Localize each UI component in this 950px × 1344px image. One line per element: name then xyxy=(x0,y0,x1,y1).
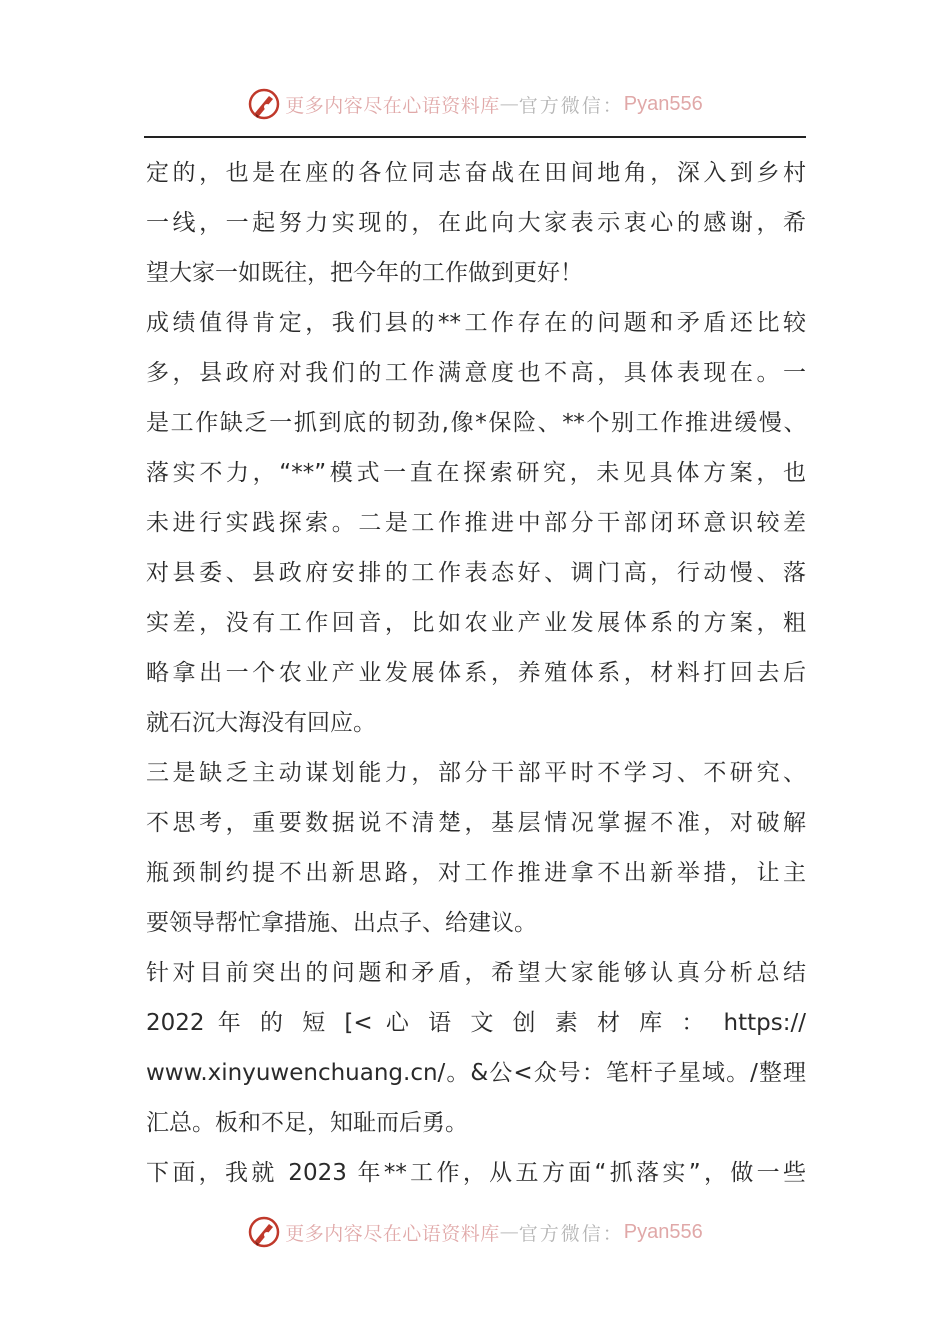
body-line: 多，县政府对我们的工作满意度也不高，具体表现在。一 xyxy=(146,360,806,386)
body-line: 未进行实践探索。二是工作推进中部分干部闭环意识较差 xyxy=(146,510,806,536)
body-line: 汇总。板和不足，知耻而后勇。 xyxy=(146,1110,468,1136)
pen-logo-icon xyxy=(247,87,281,121)
footer-wechat-label: 官方微信： xyxy=(518,1222,624,1245)
body-line: 落实不力，“**”模式一直在探索研究，未见具体方案，也 xyxy=(146,460,806,486)
header-wechat-id: Pyan556 xyxy=(623,92,703,115)
body-line: 下面，我就 2023 年**工作，从五方面“抓落实”，做一些 xyxy=(146,1160,806,1186)
body-line: 望大家一如既往，把今年的工作做到更好！ xyxy=(146,260,583,286)
body-line: 是工作缺乏一抓到底的韧劲,像*保险、**个别工作推进缓慢、 xyxy=(146,410,806,436)
body-line: 瓶颈制约提不出新思路，对工作推进拿不出新举措，让主 xyxy=(146,860,806,886)
body-line: 一线，一起努力实现的，在此向大家表示衷心的感谢，希 xyxy=(146,210,806,236)
body-line: 实差，没有工作回音，比如农业产业发展体系的方案，粗 xyxy=(146,610,806,636)
body-line: 略拿出一个农业产业发展体系，养殖体系，材料打回去后 xyxy=(146,660,806,686)
body-line: www.xinyuwenchuang.cn/。&公<众号：笔杆子星域。/整理 xyxy=(146,1060,806,1086)
body-line: 就石沉大海没有回应。 xyxy=(146,710,376,736)
body-line: 三是缺乏主动谋划能力，部分干部平时不学习、不研究、 xyxy=(146,760,806,786)
header-brand-text: 更多内容尽在心语资料库 xyxy=(285,94,500,117)
pen-logo-icon xyxy=(247,1215,281,1249)
footer-separator: — xyxy=(499,1221,519,1243)
header-separator: — xyxy=(499,93,519,115)
page-header xyxy=(0,84,950,124)
page-footer xyxy=(0,1212,950,1252)
body-line: 对县委、县政府安排的工作表态好、调门高，行动慢、落 xyxy=(146,560,806,586)
footer-brand xyxy=(247,1215,703,1249)
body-line: 定的，也是在座的各位同志奋战在田间地角，深入到乡村 xyxy=(146,160,806,186)
footer-wechat-id: Pyan556 xyxy=(623,1220,703,1243)
footer-brand-text: 更多内容尽在心语资料库 xyxy=(285,1222,500,1245)
body-line: 不思考，重要数据说不清楚，基层情况掌握不准，对破解 xyxy=(146,810,806,836)
header-brand xyxy=(247,87,703,121)
body-line: 要领导帮忙拿措施、出点子、给建议。 xyxy=(146,910,537,936)
body-line: 成绩值得肯定，我们县的**工作存在的问题和矛盾还比较 xyxy=(146,310,806,336)
body-line: 2022 年 的 短 [< 心 语 文 创 素 材 库 ： https:// xyxy=(146,1010,806,1036)
document-body xyxy=(146,148,806,1198)
body-line: 针对目前突出的问题和矛盾，希望大家能够认真分析总结 xyxy=(146,960,806,986)
header-wechat-label: 官方微信： xyxy=(518,94,624,117)
header-divider xyxy=(144,136,806,138)
